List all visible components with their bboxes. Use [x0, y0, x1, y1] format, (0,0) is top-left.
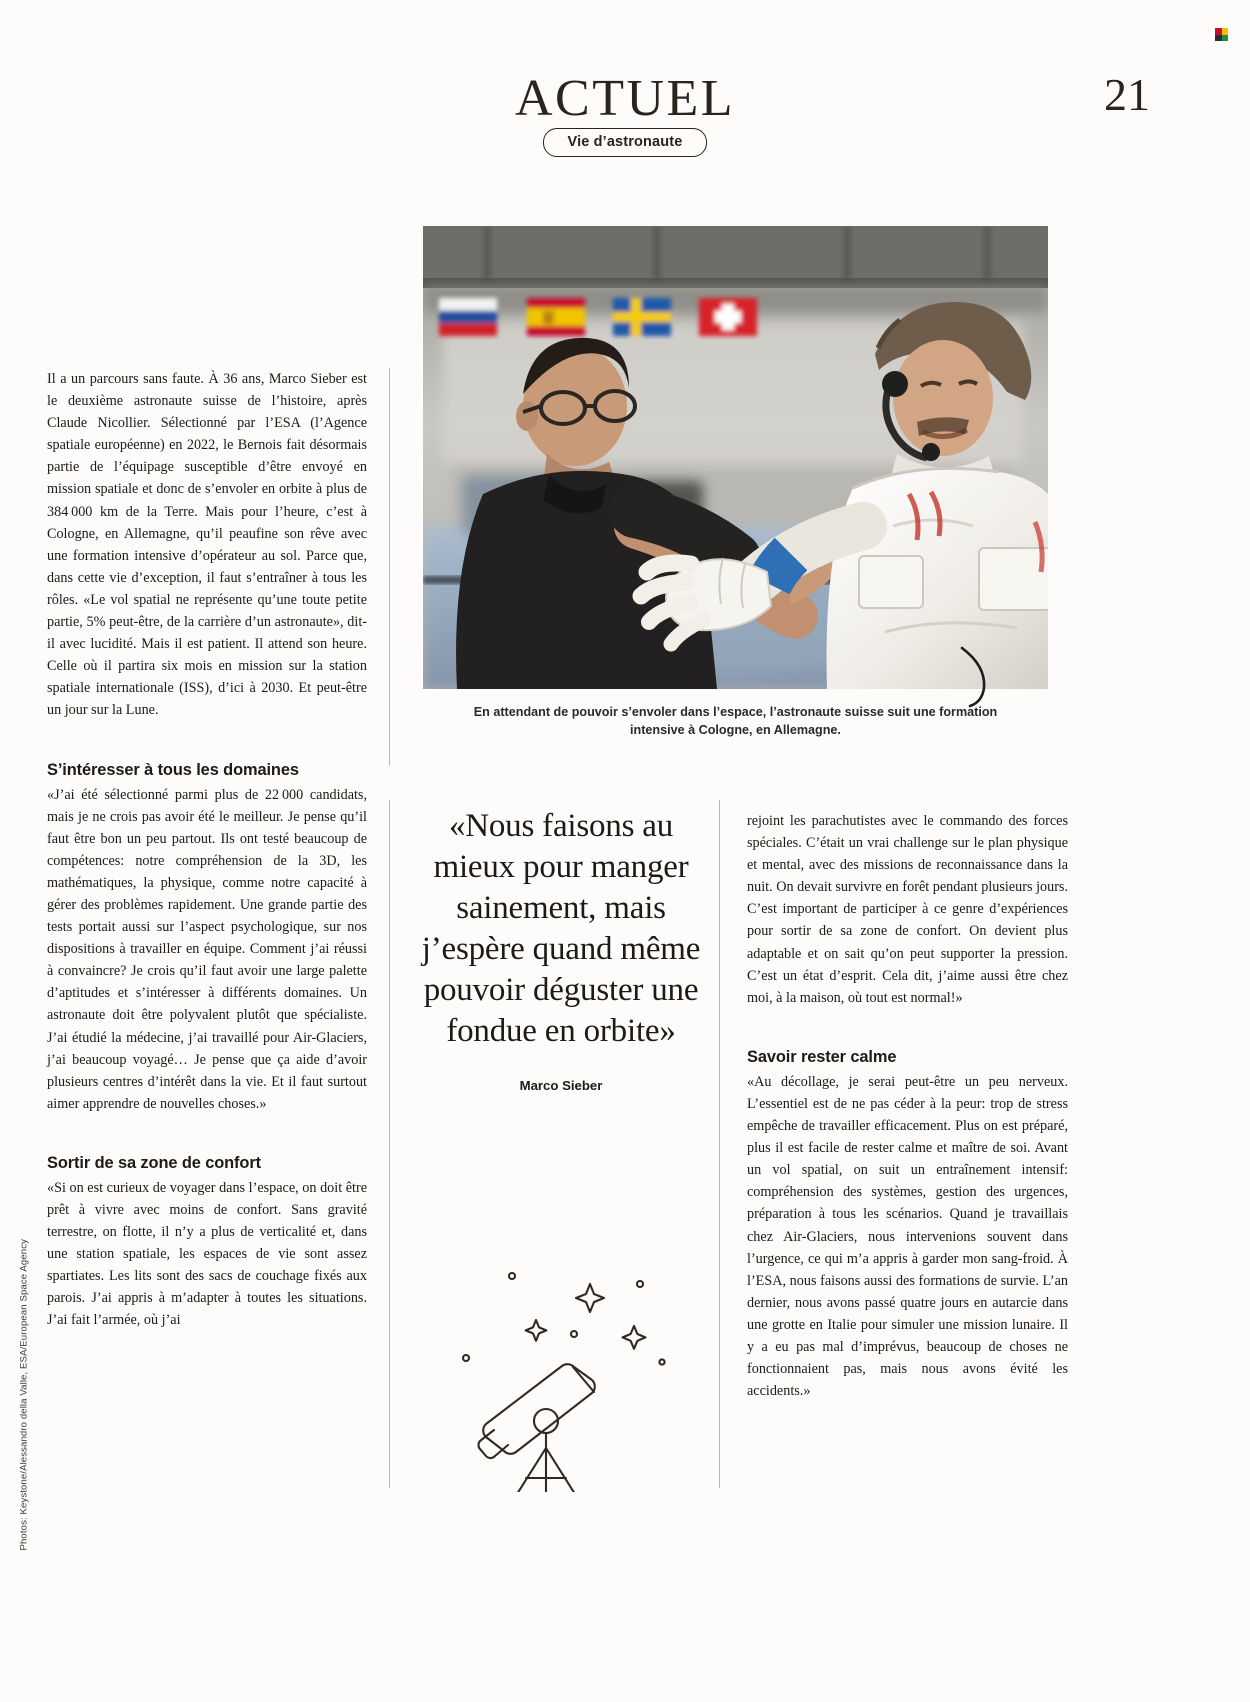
photo-artwork — [423, 226, 1048, 689]
pull-quote-attribution: Marco Sieber — [519, 1078, 603, 1093]
article-intro-paragraph: Il a un parcours sans faute. À 36 ans, Marco Sieber est le deuxième astronaute suisse de l’histoire, après Claude Nicollier. Sélectionné par l’ESA (l’Agence spatiale européenne) en 2022, le Bernois fait désormais partie de l’équipage susceptible d’être envoyé en mission spatiale et donc de s’envoler en orbite à plus de 384 000 km de la Terre. Mais pour l’heure, c’est à Cologne, en Allemagne, qu’il peaufine son rêve avec une formation intensive d’opérateur au sol. Parce que, dans cette vie d’exception, il faut s’entraîner à tous les rôles. «Le vol spatial ne représente qu’une toute petite partie, 5% peut-être, de la carrière d’un astronaute», dit-il avec lucidité. Mais il est patient. Il attend son heure. Celle où il partira six mois en mission sur la station spatiale internationale (ISS), d’ici à 2030. Et peut-être un jour sur la Lune. — [47, 371, 367, 719]
pull-quote-text: «Nous faisons au mieux pour manger sainement, mais j’espère quand même pouvoir déguster une fondue en orbite» — [421, 808, 701, 1049]
column-divider-top — [389, 368, 390, 766]
section-body-interests: «J’ai été sélectionné parmi plus de 22 000 candidats, mais je ne crois pas avoir été le meilleur. Je pense qu’il faut être bon un peu partout. Ils ont testé beaucoup de compétences: notre compréhension de la 3D, les mathématiques, la physique, comme notre capacité à gérer des problèmes rapidement. Une grande partie des tests portait aussi sur l’aspect psychologique, sur nos dispositions à travailler en équipe. Comment j’ai réussi à convaincre? Je crois qu’il faut avoir une large palette d’aptitudes et s’intéresser à différents domaines. Un astronaute doit être polyvalent plutôt que spécialiste. J’ai étudié la médecine, j’ai travaillé pour Air-Glaciers, j’ai beaucoup voyagé… Je pense que ça aide d’avoir plusieurs centres d’intérêt dans la vie. Et il faut surtout aimer apprendre de nouvelles choses.» — [47, 786, 367, 1112]
spacer — [747, 1009, 1068, 1047]
section-badge-wrapper — [0, 128, 1250, 157]
photo-caption: En attendant de pouvoir s’envoler dans l’espace, l’astronaute suisse suit une formation intensive à Cologne, en Allemagne. — [473, 705, 998, 737]
spacer — [47, 1115, 367, 1153]
spacer — [47, 722, 367, 760]
column-left — [47, 368, 367, 1332]
section-badge: Vie d’astronaute — [543, 128, 708, 157]
marker-swatch-green — [1222, 35, 1229, 42]
page-number: 21 — [1104, 69, 1150, 120]
section-title: ACTUEL — [514, 70, 736, 127]
pull-quote-block — [412, 806, 710, 1093]
subheading-interests: S’intéresser à tous les domaines — [47, 760, 299, 779]
column-divider-left — [389, 800, 390, 1488]
article-photo — [423, 226, 1048, 689]
telescope-artwork — [440, 1262, 690, 1492]
photo-credit: Photos: Keystone/Alessandro della Valle, ESA/European Space Agency — [18, 1239, 30, 1551]
subheading-stay-calm: Savoir rester calme — [747, 1047, 897, 1066]
section-body-comfort-zone: «Si on est curieux de voyager dans l’espace, on doit être prêt à vivre avec moins de confort. Sans gravité terrestre, on flotte, il n’y a plus de verticalité et, dans une station spatiale, les espaces de vie sont assez spartiates. Les lits sont des sacs de couchage fixés aux parois. J’ai appris à m’adapter à toutes les situations. J’ai fait l’armée, où j’ai — [47, 1179, 367, 1329]
right-column-continuation: rejoint les parachutistes avec le commando des forces spéciales. C’était un vrai challenge sur le plan physique et mental, avec des missions de reconnaissance dans la nuit. On devait survivre en forêt pendant plusieurs jours. C’est important de participer à ce genre d’expériences pour sortir de sa zone de confort. On devient plus adaptable et on sait qu’on peut supporter la pression. C’est un état d’esprit. Cela dit, j’aime aussi être chez moi, à la maison, où tout est normal!» — [747, 813, 1068, 1006]
column-divider-right — [719, 800, 720, 1488]
telescope-illustration — [440, 1262, 690, 1492]
column-right — [747, 810, 1068, 1402]
decorative-swoosh-icon — [958, 644, 994, 708]
subheading-comfort-zone: Sortir de sa zone de confort — [47, 1153, 261, 1172]
photo-block — [423, 226, 1048, 739]
masthead — [0, 70, 1250, 170]
print-registration-marker — [1215, 28, 1228, 41]
section-body-stay-calm: «Au décollage, je serai peut-être un peu nerveux. L’essentiel est de ne pas céder à la peur: trop de stress empêche de travailler efficacement. Plus on est préparé, plus il est facile de rester calme et maître de soi. Avant un vol spatial, on suit un entraînement intensif: compréhension des systèmes, gestion des urgences, préparation à tous les scénarios. Quand je travaillais chez Air-Glaciers, nous intervenions souvent dans l’urgence, ce qui m’a appris à garder mon sang-froid. À l’ESA, nous faisons aussi des formations de survie. L’an dernier, nous avons passé quatre jours en autarcie dans une grotte en Italie pour simuler une mission lunaire. Il y a eu pas mal d’imprévus, beaucoup de choses ne fonctionnaient pas, mais nous avons évité les accidents.» — [747, 1073, 1068, 1400]
